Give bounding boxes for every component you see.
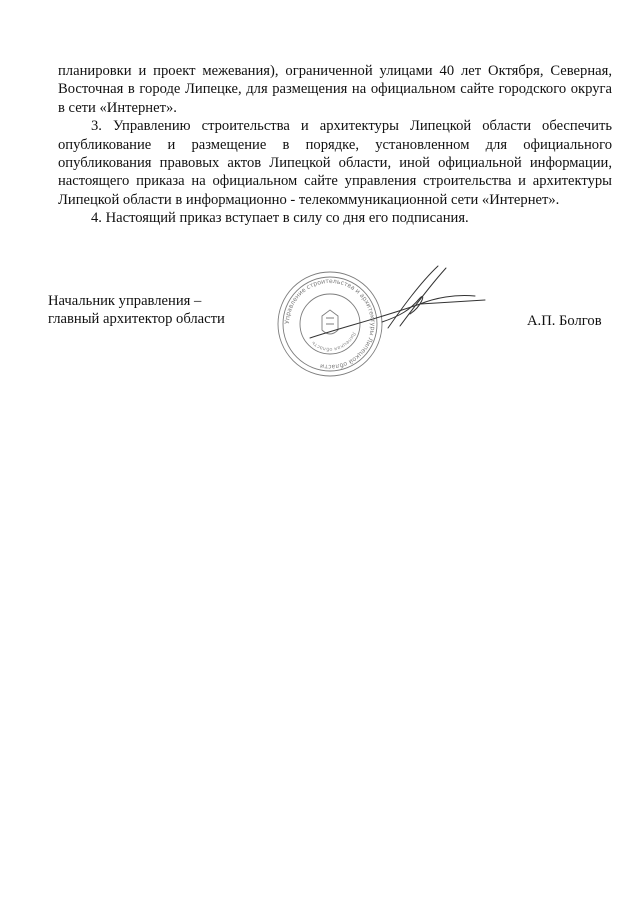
official-seal-with-signature [270, 258, 490, 388]
paragraph-item-4: 4. Настоящий приказ вступает в силу со дня его подписания. [91, 210, 469, 227]
svg-text:Липецкая область [310, 331, 356, 352]
seal-ring-text: Управление строительства и архитектуры Липецкой области [283, 277, 377, 371]
signatory-position [48, 292, 225, 329]
seal-inner-text: Липецкая область [310, 330, 357, 353]
signatory-name: А.П. Болгов [527, 313, 602, 329]
paragraph-continuation: планировки и проект межевания), ограниченной улицами 40 лет Октября, Северная, Восточная в городе Липецке, для размещения на официальном сайте городского округа в сети «Интернет». [58, 63, 612, 116]
seal-graphic [270, 258, 490, 388]
signatory-position-line1: Начальник управления – [48, 293, 202, 309]
signatory-position-line2: главный архитектор области [48, 311, 225, 328]
paragraph-item-3: 3. Управлению строительства и архитектуры Липецкой области обеспечить опубликование и размещение в порядке, установленном для официального опубликования правовых актов Липецкой области, иной официальной информации, настоящего приказа на официальном сайте управления строительства и архитектуры Липецкой области в информационно - телекоммуникационной сети «Интернет». [58, 118, 612, 208]
document-body [58, 62, 612, 228]
